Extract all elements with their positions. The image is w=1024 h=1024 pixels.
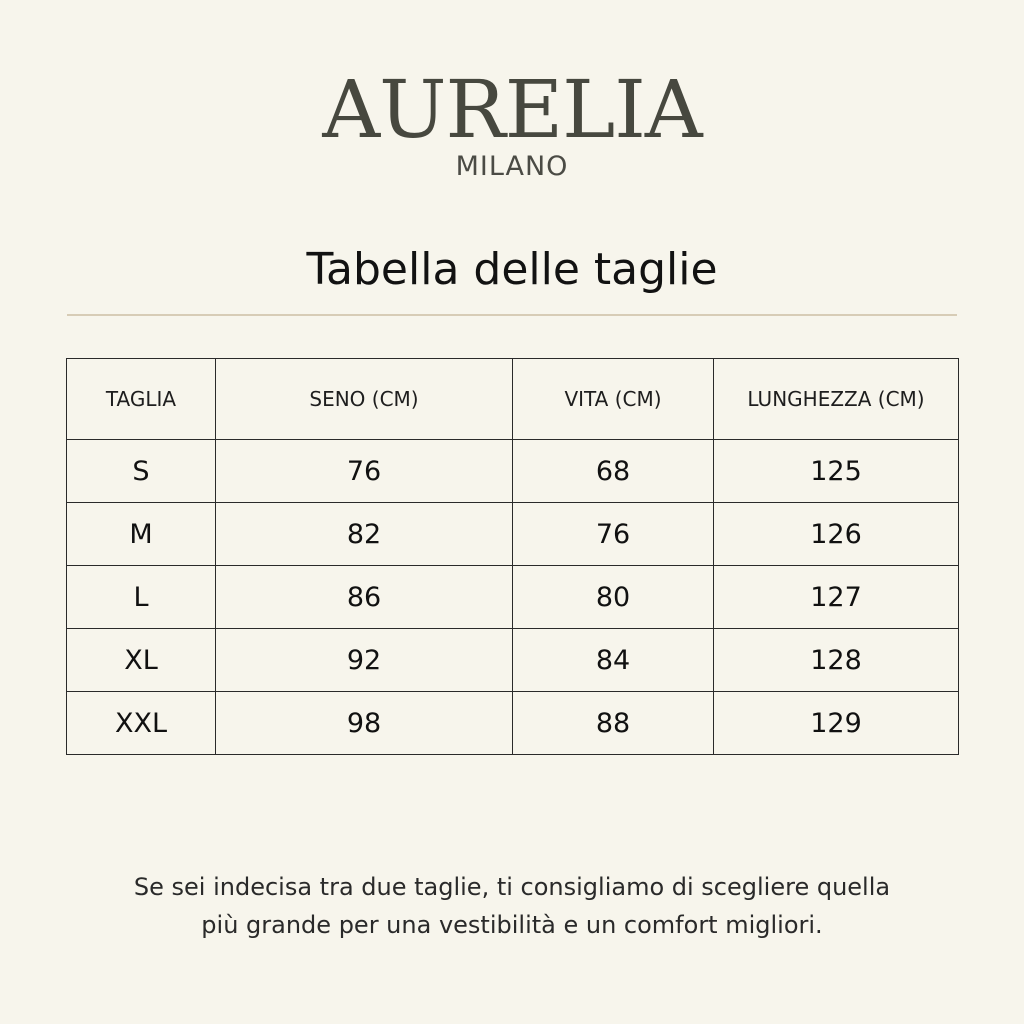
brand-location: MILANO [455,151,569,182]
column-header-taglia: TAGLIA [67,359,216,440]
length-cell: 126 [714,503,959,566]
table-row [67,629,959,692]
page-title: Tabella delle taglie [306,244,718,295]
waist-cell: 68 [513,440,714,503]
bust-cell: 76 [216,440,513,503]
note-line-1: Se sei indecisa tra due taglie, ti consigliamo di scegliere quella [133,873,891,901]
size-cell: L [67,566,216,629]
table-row [67,692,959,755]
waist-cell: 88 [513,692,714,755]
bust-cell: 92 [216,629,513,692]
length-cell: 129 [714,692,959,755]
bust-cell: 86 [216,566,513,629]
table-row [67,566,959,629]
length-cell: 127 [714,566,959,629]
waist-cell: 80 [513,566,714,629]
size-cell: M [67,503,216,566]
waist-cell: 76 [513,503,714,566]
column-header-vita: VITA (CM) [513,359,714,440]
column-header-seno: SENO (CM) [216,359,513,440]
brand-name: AURELIA [322,63,702,156]
brand-logo [0,62,1024,182]
column-header-lunghezza: LUNGHEZZA (CM) [714,359,959,440]
bust-cell: 82 [216,503,513,566]
length-cell: 128 [714,629,959,692]
size-cell: XXL [67,692,216,755]
table-header-row [67,359,959,440]
length-cell: 125 [714,440,959,503]
table-row [67,503,959,566]
size-advice-note [0,868,1024,944]
bust-cell: 98 [216,692,513,755]
divider [67,314,957,316]
size-cell: S [67,440,216,503]
size-chart-table [66,358,959,755]
size-cell: XL [67,629,216,692]
table-row [67,440,959,503]
waist-cell: 84 [513,629,714,692]
note-line-2: più grande per una vestibilità e un comfort migliori. [201,911,823,939]
